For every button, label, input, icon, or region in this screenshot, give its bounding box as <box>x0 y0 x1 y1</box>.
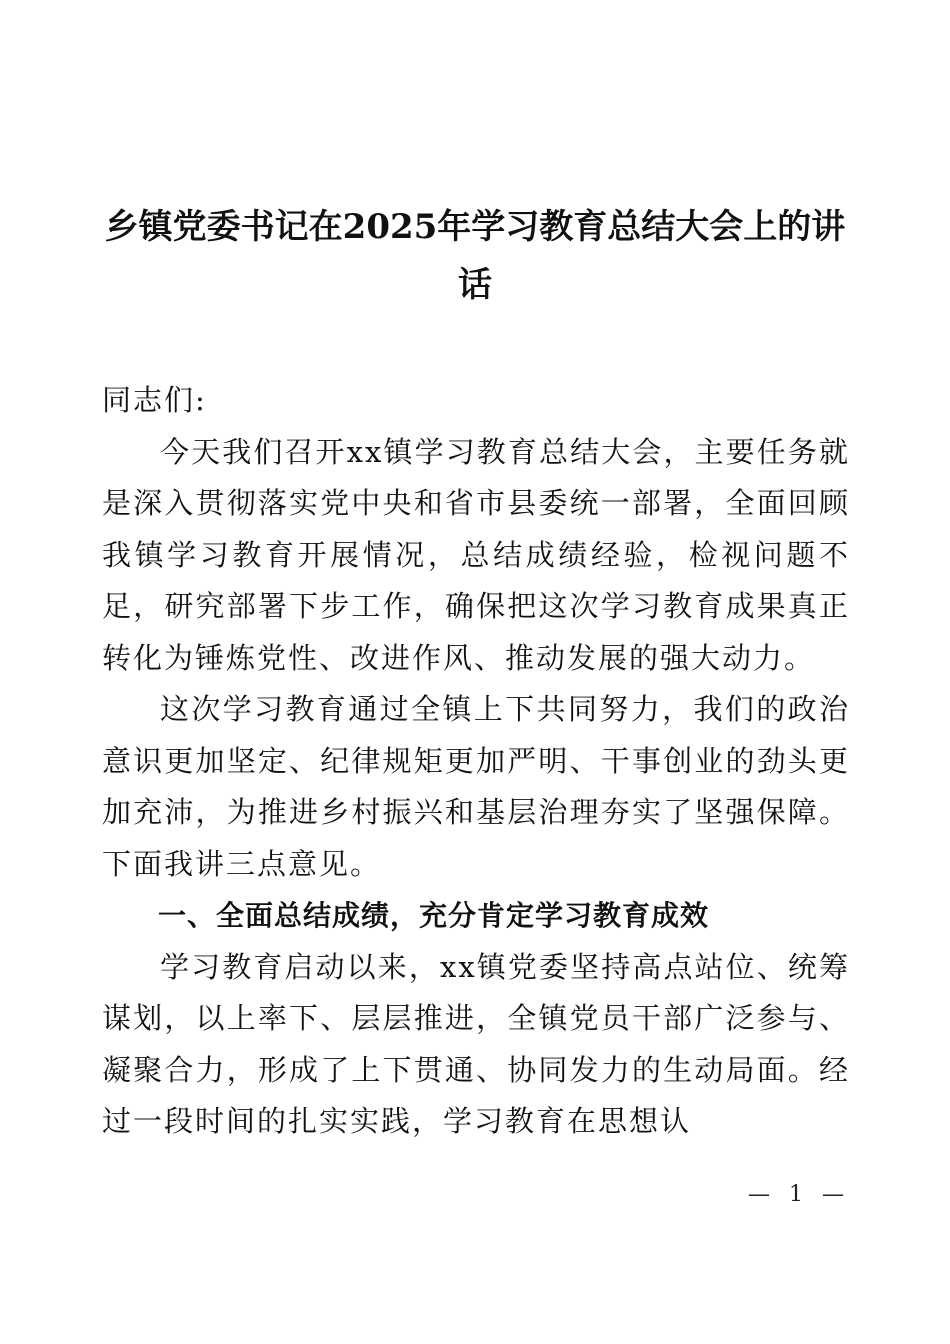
section-paragraph-1: 学习教育启动以来，xx镇党委坚持高点站位、统筹谋划，以上率下、层层推进，全镇党员干部广泛参与、凝聚合力，形成了上下贯通、协同发力的生动局面。经过一段时间的扎实实践，学习教育在思想认 <box>102 949 850 1138</box>
body-paragraph-1: 今天我们召开xx镇学习教育总结大会，主要任务就是深入贯彻落实党中央和省市县委统一部署，全面回顾我镇学习教育开展情况，总结成绩经验，检视问题不足，研究部署下步工作，确保把这次学习教育成果真正转化为锤炼党性、改进作风、推动发展的强大动力。 <box>102 434 850 675</box>
body-paragraph-2: 这次学习教育通过全镇上下共同努力，我们的政治意识更加坚定、纪律规矩更加严明、干事创业的劲头更加充沛，为推进乡村振兴和基层治理夯实了坚强保障。下面我讲三点意见。 <box>102 692 850 881</box>
section-heading-1: 一、全面总结成绩，充分肯定学习教育成效 <box>158 899 710 932</box>
salutation: 同志们: <box>102 383 207 417</box>
page-number: — 1 — <box>748 1182 850 1207</box>
document-body <box>102 375 850 1148</box>
document-title: 乡镇党委书记在2025年学习教育总结大会上的讲话 <box>104 207 846 305</box>
